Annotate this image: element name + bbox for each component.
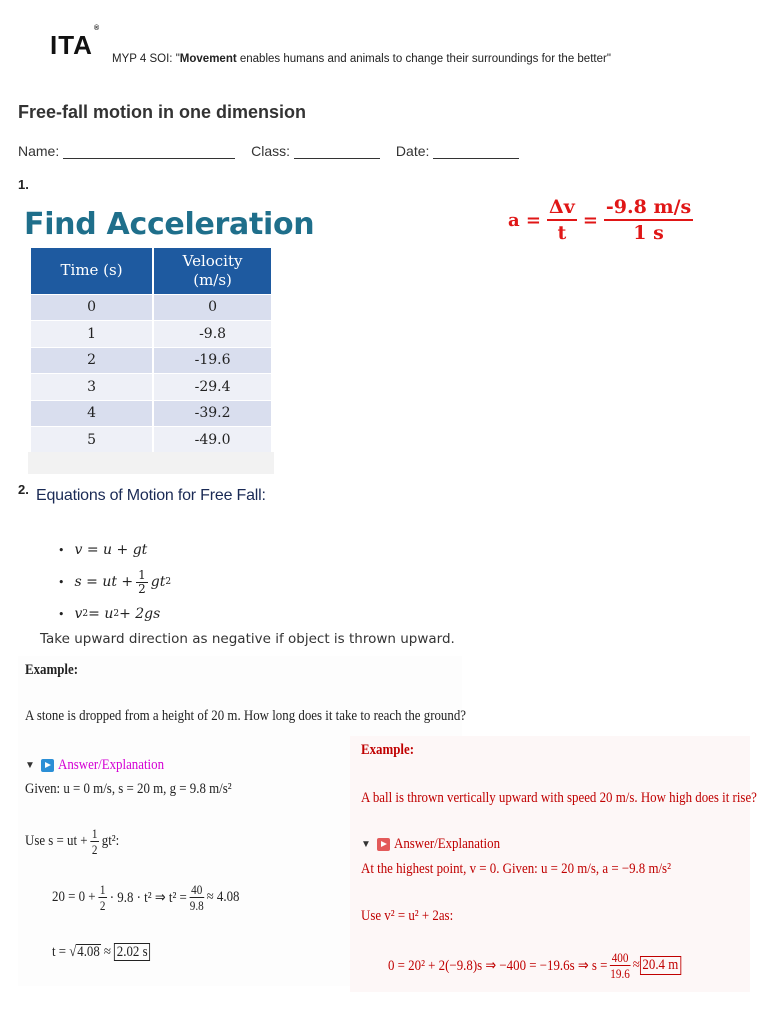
time-velocity-table [31, 248, 271, 453]
example-1-result: t = √4.08 ≈ 2.02 s [52, 944, 166, 961]
example-1-question: A stone is dropped from a height of 20 m. How long does it take to reach the ground? [25, 708, 467, 724]
answer-toggle-2[interactable]: ▼ Answer/Explanation [361, 836, 500, 852]
example-1-method: Use s = ut + $\frac{1}{2}$ gt²: [25, 826, 120, 857]
example-1-label: Example: [25, 662, 79, 678]
equations-list [58, 536, 171, 628]
date-field[interactable] [433, 145, 519, 159]
answer-box: 20.4 m [640, 956, 681, 975]
question-1-number: 1. [18, 177, 29, 192]
list-item: • v 2 = u 2 + 2gs [58, 606, 161, 622]
table-image-margin [28, 452, 274, 474]
disclosure-triangle-icon: ▼ [361, 839, 371, 850]
table-header-velocity: Velocity (m/s) [153, 248, 271, 294]
list-item: • v = u + gt [58, 542, 148, 558]
question-2-number: 2. [18, 482, 29, 497]
answer-box: 2.02 s [114, 943, 150, 961]
example-1-given: Given: u = 0 m/s, s = 20 m, g = 9.8 m/s² [25, 781, 232, 797]
direction-note: Take upward direction as negative if object is thrown upward. [40, 631, 455, 647]
table-row: 1 -9.8 [31, 321, 271, 348]
student-info-fields [18, 143, 531, 159]
play-icon [377, 838, 390, 851]
name-label: Name: [18, 143, 60, 159]
worksheet-title: Free-fall motion in one dimension [18, 102, 307, 122]
ita-logo: ITA® [50, 25, 101, 60]
class-label: Class: [251, 143, 291, 159]
equations-heading: Equations of Motion for Free Fall: [36, 487, 266, 504]
example-2-label: Example: [361, 742, 415, 758]
table-row: 5 -49.0 [31, 427, 271, 454]
acceleration-formula: a = $\frac{\Delta v}{t}$ = $\frac{-9.8 m/s}{1 s}$ [508, 196, 692, 244]
date-label: Date: [395, 143, 430, 159]
table-row: 3 -29.4 [31, 374, 271, 401]
answer-toggle-1[interactable]: ▼ Answer/Explanation [25, 757, 164, 773]
statement-of-inquiry: MYP 4 SOI: "Movement enables humans and animals to change their surroundings for the better" [112, 53, 611, 65]
name-field[interactable] [63, 145, 235, 159]
play-icon [41, 759, 54, 772]
table-row: 2 -19.6 [31, 347, 271, 374]
example-2-calculation: 0 = 20² + 2(−9.8)s ⇒ −400 = −19.6s ⇒ s = $\frac{400}{19.6}$ ≈ 20.4 m [388, 950, 729, 981]
disclosure-triangle-icon: ▼ [25, 760, 35, 771]
find-acceleration-heading: Find Acceleration [24, 207, 315, 242]
table-header-time: Time (s) [31, 248, 153, 294]
class-field[interactable] [294, 145, 380, 159]
example-2-given: At the highest point, v = 0. Given: u = 20 m/s, a = −9.8 m/s² [361, 861, 671, 877]
table-row: 0 0 [31, 294, 271, 321]
example-2-method: Use v² = u² + 2as: [361, 908, 454, 924]
table-row: 4 -39.2 [31, 400, 271, 427]
example-1-calculation: 20 = 0 + $\frac{1}{2}$ · 9.8 · t² ⇒ t² = $\frac{40}{9.8}$ ≈ 4.08 [52, 882, 240, 913]
example-2-question: A ball is thrown vertically upward with speed 20 m/s. How high does it rise? [361, 790, 757, 806]
list-item: • s = ut + $\frac{1}{2}$ gt 2 [58, 567, 172, 596]
